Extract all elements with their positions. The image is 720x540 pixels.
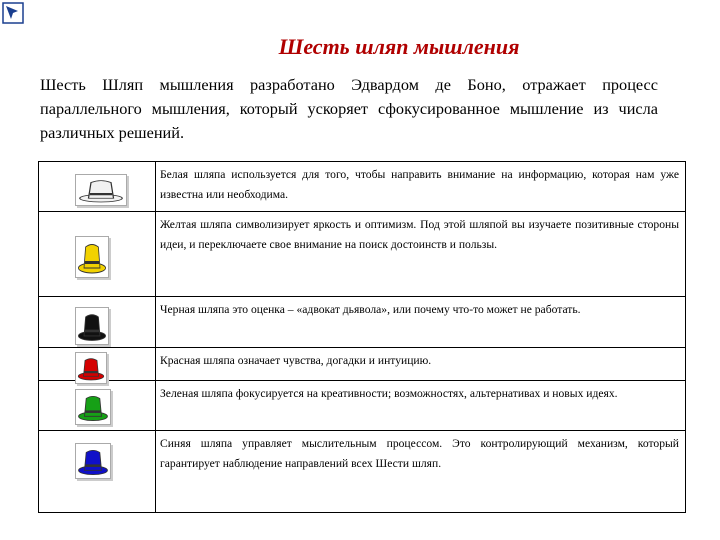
hat-icon-cell	[39, 297, 156, 348]
table-row	[39, 212, 686, 297]
hat-description: Красная шляпа означает чувства, догадки и интуицию.	[156, 348, 686, 381]
white-hat-icon	[75, 174, 127, 206]
page-title: Шесть шляп мышления	[278, 34, 520, 59]
hat-icon-cell	[39, 162, 156, 212]
table-row	[39, 381, 686, 431]
table-row	[39, 431, 686, 513]
green-hat-icon	[75, 389, 111, 425]
table-row	[39, 162, 686, 212]
hat-description: Желтая шляпа символизирует яркость и оптимизм. Под этой шляпой вы изучаете позитивные стороны идеи, и переключаете свое внимание на поиск достоинств и пользы.	[156, 212, 686, 297]
hat-icon-cell	[39, 381, 156, 431]
yellow-hat-icon	[75, 236, 109, 278]
blue-hat-icon	[75, 443, 111, 479]
red-hat-icon	[75, 352, 107, 384]
table-row	[39, 348, 686, 381]
black-hat-icon	[75, 307, 109, 345]
hat-description: Зеленая шляпа фокусируется на креативности; возможностях, альтернативах и новых идеях.	[156, 381, 686, 431]
hat-description: Черная шляпа это оценка – «адвокат дьявола», или почему что-то может не работать.	[156, 297, 686, 348]
hat-icon-cell	[39, 431, 156, 513]
hat-description: Белая шляпа используется для того, чтобы направить внимание на информацию, которая нам уже известна или необходима.	[156, 162, 686, 212]
table-row	[39, 297, 686, 348]
hat-description: Синяя шляпа управляет мыслительным процессом. Это контролирующий механизм, который гарантирует наблюдение направлений всех Шести шляп.	[156, 431, 686, 513]
intro-paragraph: Шесть Шляп мышления разработано Эдвардом де Боно, отражает процесс параллельного мышления, который ускоряет сфокусированное мышление из числа различных решений.	[40, 75, 658, 142]
corner-pointer-icon	[2, 2, 24, 24]
hats-table	[38, 161, 686, 513]
hat-icon-cell	[39, 348, 156, 381]
hat-icon-cell	[39, 212, 156, 297]
